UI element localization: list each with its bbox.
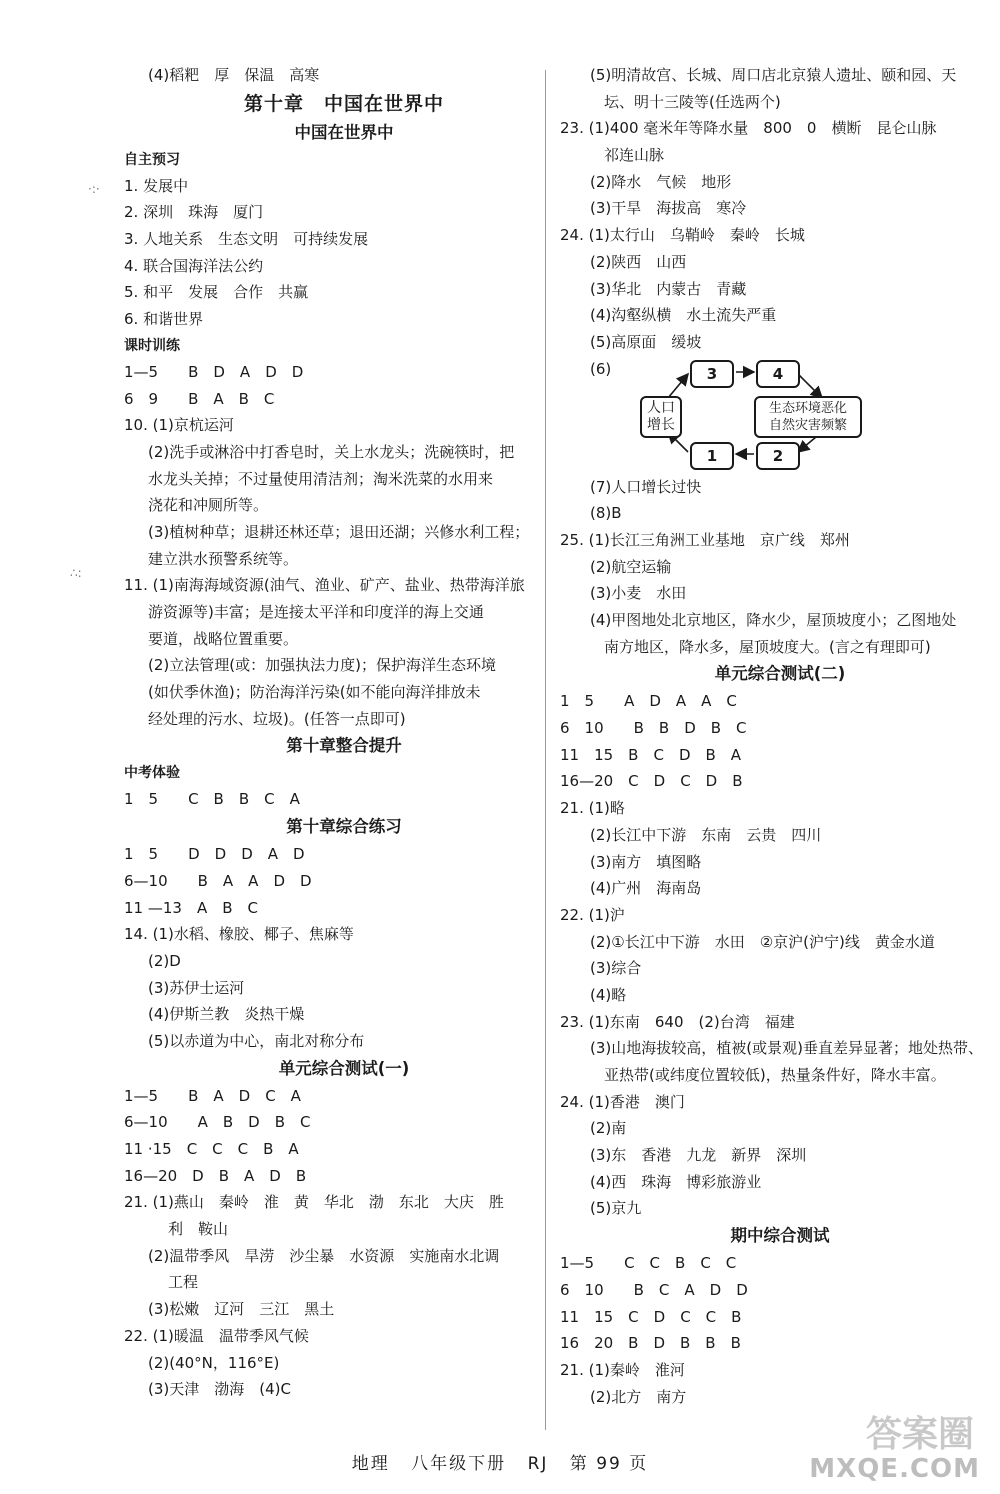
diagram-box-population: 人口 增长 xyxy=(640,396,682,438)
answer-line: (5)高原面 缓坡 xyxy=(590,332,702,351)
answer-line: (3)华北 内蒙古 青藏 xyxy=(590,279,747,298)
answer-line: (3)植树种草；退耕还林还草；退田还湖；兴修水利工程； xyxy=(148,522,530,541)
answer-line: (3)东 香港 九龙 新界 深圳 xyxy=(590,1146,807,1165)
answer-line: (7)人口增长过快 xyxy=(590,477,702,496)
subsection-label: 自主预习 xyxy=(124,151,180,168)
answer-line: (4)沟壑纵横 水土流失严重 xyxy=(590,306,777,325)
footer-page-prefix: 第 xyxy=(569,1454,589,1474)
answer-line: (3)小麦 水田 xyxy=(590,584,687,603)
answer-line: 24. (1)太行山 乌鞘岭 秦岭 长城 xyxy=(560,226,805,245)
section-title: 第十章整合提升 xyxy=(286,736,402,756)
footer-grade: 八年级下册 xyxy=(411,1454,507,1474)
answer-line: 22. (1)沪 xyxy=(560,905,625,924)
scan-smudge: ·:· xyxy=(88,182,100,196)
answer-line: 水龙头关掉；不过量使用清洁剂；淘米洗菜的水用来 xyxy=(148,469,494,488)
answer-line: 祁连山脉 xyxy=(604,146,665,165)
answer-line: (5)明清故宫、长城、周口店北京猿人遗址、颐和园、天 xyxy=(590,66,957,84)
answer-line: (3)干旱 海拔高 寒冷 xyxy=(590,199,747,218)
answer-line: 6 9 B A B C xyxy=(124,389,275,408)
answer-line: 5. 和平 发展 合作 共赢 xyxy=(124,283,309,302)
answer-line: 亚热带(或纬度位置较低)，热量条件好，降水丰富。 xyxy=(604,1066,946,1084)
left-column xyxy=(124,62,564,1403)
answer-line: 23. (1)400 毫米年等降水量 800 0 横断 昆仑山脉 xyxy=(560,119,937,138)
answer-line: (3)综合 xyxy=(590,959,642,978)
answer-line: 16—20 D B A D B xyxy=(124,1166,307,1185)
diagram-label: (6) xyxy=(590,359,612,378)
footer-page xyxy=(570,1454,648,1474)
answer-line: 6 10 B B D B C xyxy=(560,719,747,738)
answer-line: 11 ·15 C C C B A xyxy=(124,1140,299,1158)
answer-line: 16 20 B D B B B xyxy=(560,1334,741,1353)
answer-line: 6 10 B C A D D xyxy=(560,1280,748,1299)
answer-line: (2)长江中下游 东南 云贵 四川 xyxy=(590,825,822,844)
column-divider xyxy=(545,70,546,1430)
answer-line: 21. (1)秦岭 淮河 xyxy=(560,1360,685,1379)
answer-line: 要道，战略位置重要。 xyxy=(148,629,299,648)
right-column xyxy=(560,62,1000,1410)
answer-line: (4)广州 海南岛 xyxy=(590,879,702,898)
diagram-box-3: 3 xyxy=(690,360,734,388)
answer-line: 1 5 A D A A C xyxy=(560,692,737,711)
chapter-title: 第十章 中国在世界中 xyxy=(243,92,444,115)
watermark-url: MXQE.COM xyxy=(809,1454,980,1484)
answer-line: 1—5 C C B C C xyxy=(560,1254,737,1273)
diagram-box-environment: 生态环境恶化 自然灾害频繁 xyxy=(754,396,862,438)
answer-line: (3)苏伊士运河 xyxy=(148,978,245,997)
answer-line: 11 —13 A B C xyxy=(124,898,258,917)
answer-line: (5)京九 xyxy=(590,1199,642,1218)
answer-line: 16—20 C D C D B xyxy=(560,772,743,791)
answer-line: 1—5 B A D C A xyxy=(124,1086,301,1105)
answer-line: (2)立法管理(或：加强执法力度)；保护海洋生态环境 xyxy=(148,656,496,675)
scan-smudge: ∴: xyxy=(70,566,82,580)
answer-line: 南方地区，降水多，屋顶坡度大。(言之有理即可) xyxy=(604,637,931,656)
answer-line: (4)略 xyxy=(590,985,627,1004)
answer-line: (如伏季休渔)；防治海洋污染(如不能向海洋排放未 xyxy=(148,683,481,702)
answer-line: 6—10 B A A D D xyxy=(124,871,312,890)
answer-line: (4)西 珠海 博彩旅游业 xyxy=(590,1172,762,1191)
flow-diagram xyxy=(560,356,980,474)
diagram-box-4: 4 xyxy=(756,360,800,388)
answer-line: (2)洗手或淋浴中打香皂时，关上水龙头；洗碗筷时，把 xyxy=(148,442,515,461)
answer-line: 6. 和谐世界 xyxy=(124,310,204,329)
answer-line: 22. (1)暖温 温带季风气候 xyxy=(124,1326,309,1345)
answer-line: 14. (1)水稻、橡胶、椰子、焦麻等 xyxy=(124,925,354,944)
answer-line: 11 15 B C D B A xyxy=(560,745,742,764)
answer-line: (8)B xyxy=(590,504,622,523)
answer-line: 利 鞍山 xyxy=(168,1220,229,1239)
answer-line: 24. (1)香港 澳门 xyxy=(560,1092,685,1111)
section-title: 单元综合测试(二) xyxy=(714,664,846,684)
answer-line: 3. 人地关系 生态文明 可持续发展 xyxy=(124,230,369,249)
answer-line: 1 5 D D D A D xyxy=(124,845,305,864)
answer-line: 11. (1)南海海域资源(油气、渔业、矿产、盐业、热带海洋旅 xyxy=(124,576,525,595)
answer-line: (4)稻粑 厚 保温 高寒 xyxy=(148,66,320,84)
subsection-label: 课时训练 xyxy=(124,337,180,354)
watermark-logo xyxy=(809,1406,980,1486)
answer-line: (2)温带季风 旱涝 沙尘暴 水资源 实施南水北调 xyxy=(148,1246,500,1265)
section-title: 期中综合测试 xyxy=(730,1226,830,1246)
answer-line: 游资源等)丰富；是连接太平洋和印度洋的海上交通 xyxy=(148,603,484,621)
answer-line: 10. (1)京杭运河 xyxy=(124,416,234,435)
answer-line: (3)山地海拔较高，植被(或景观)垂直差异显著；地处热带、 xyxy=(590,1039,983,1058)
answer-line: 经处理的污水、垃圾)。(任答一点即可) xyxy=(148,709,406,728)
watermark-chinese: 答案圈 xyxy=(865,1414,974,1455)
answer-line: (2)(40°N，116°E) xyxy=(148,1353,280,1372)
subsection-label: 中考体验 xyxy=(124,765,180,782)
answer-line: 21. (1)燕山 秦岭 淮 黄 华北 渤 东北 大庆 胜 xyxy=(124,1193,504,1212)
diagram-box-1: 1 xyxy=(690,442,734,470)
answer-line: 工程 xyxy=(168,1273,199,1292)
answer-line: 4. 联合国海洋法公约 xyxy=(124,256,264,275)
section-title: 单元综合测试(一) xyxy=(278,1058,410,1078)
answer-line: (2)南 xyxy=(590,1119,627,1138)
answer-line: 21. (1)略 xyxy=(560,799,625,818)
footer-edition: RJ xyxy=(527,1454,549,1474)
answer-line: (4)甲图地处北京地区，降水少，屋顶坡度小；乙图地处 xyxy=(590,611,957,629)
answer-line: (2)①长江中下游 水田 ②京沪(沪宁)线 黄金水道 xyxy=(590,932,935,951)
answer-line: 11 15 C D C C B xyxy=(560,1307,742,1326)
answer-line: (3)天津 渤海 (4)C xyxy=(148,1380,291,1399)
footer-page-suffix: 页 xyxy=(629,1454,649,1474)
answer-line: 1. 发展中 xyxy=(124,176,189,195)
answer-line: 23. (1)东南 640 (2)台湾 福建 xyxy=(560,1012,795,1031)
answer-line: (3)南方 填图略 xyxy=(590,852,702,871)
answer-line: 浇花和冲厕所等。 xyxy=(148,496,269,515)
section-title: 中国在世界中 xyxy=(294,122,394,142)
answer-line: (3)松嫩 辽河 三江 黑土 xyxy=(148,1300,335,1319)
answer-line: 建立洪水预警系统等。 xyxy=(148,549,299,568)
diagram-box-2: 2 xyxy=(756,442,800,470)
answer-line: 1 5 C B B C A xyxy=(124,790,300,809)
answer-line: (5)以赤道为中心，南北对称分布 xyxy=(148,1031,365,1050)
answer-line: (4)伊斯兰教 炎热干燥 xyxy=(148,1005,305,1024)
answer-line: 25. (1)长江三角洲工业基地 京广线 郑州 xyxy=(560,530,850,549)
answer-line: 坛、明十三陵等(任选两个) xyxy=(604,92,781,111)
answer-line: 1—5 B D A D D xyxy=(124,362,304,381)
answer-line: (2)陕西 山西 xyxy=(590,252,687,271)
answer-line: 6—10 A B D B C xyxy=(124,1113,311,1132)
answer-line: (2)降水 气候 地形 xyxy=(590,172,732,191)
answer-line: (2)D xyxy=(148,951,181,970)
section-title: 第十章综合练习 xyxy=(286,817,402,837)
footer-subject: 地理 xyxy=(351,1454,390,1474)
footer-page-number: 99 xyxy=(596,1454,622,1474)
answer-line: 2. 深圳 珠海 厦门 xyxy=(124,203,264,222)
answer-line: (2)北方 南方 xyxy=(590,1387,687,1406)
answer-line: (2)航空运输 xyxy=(590,557,672,576)
